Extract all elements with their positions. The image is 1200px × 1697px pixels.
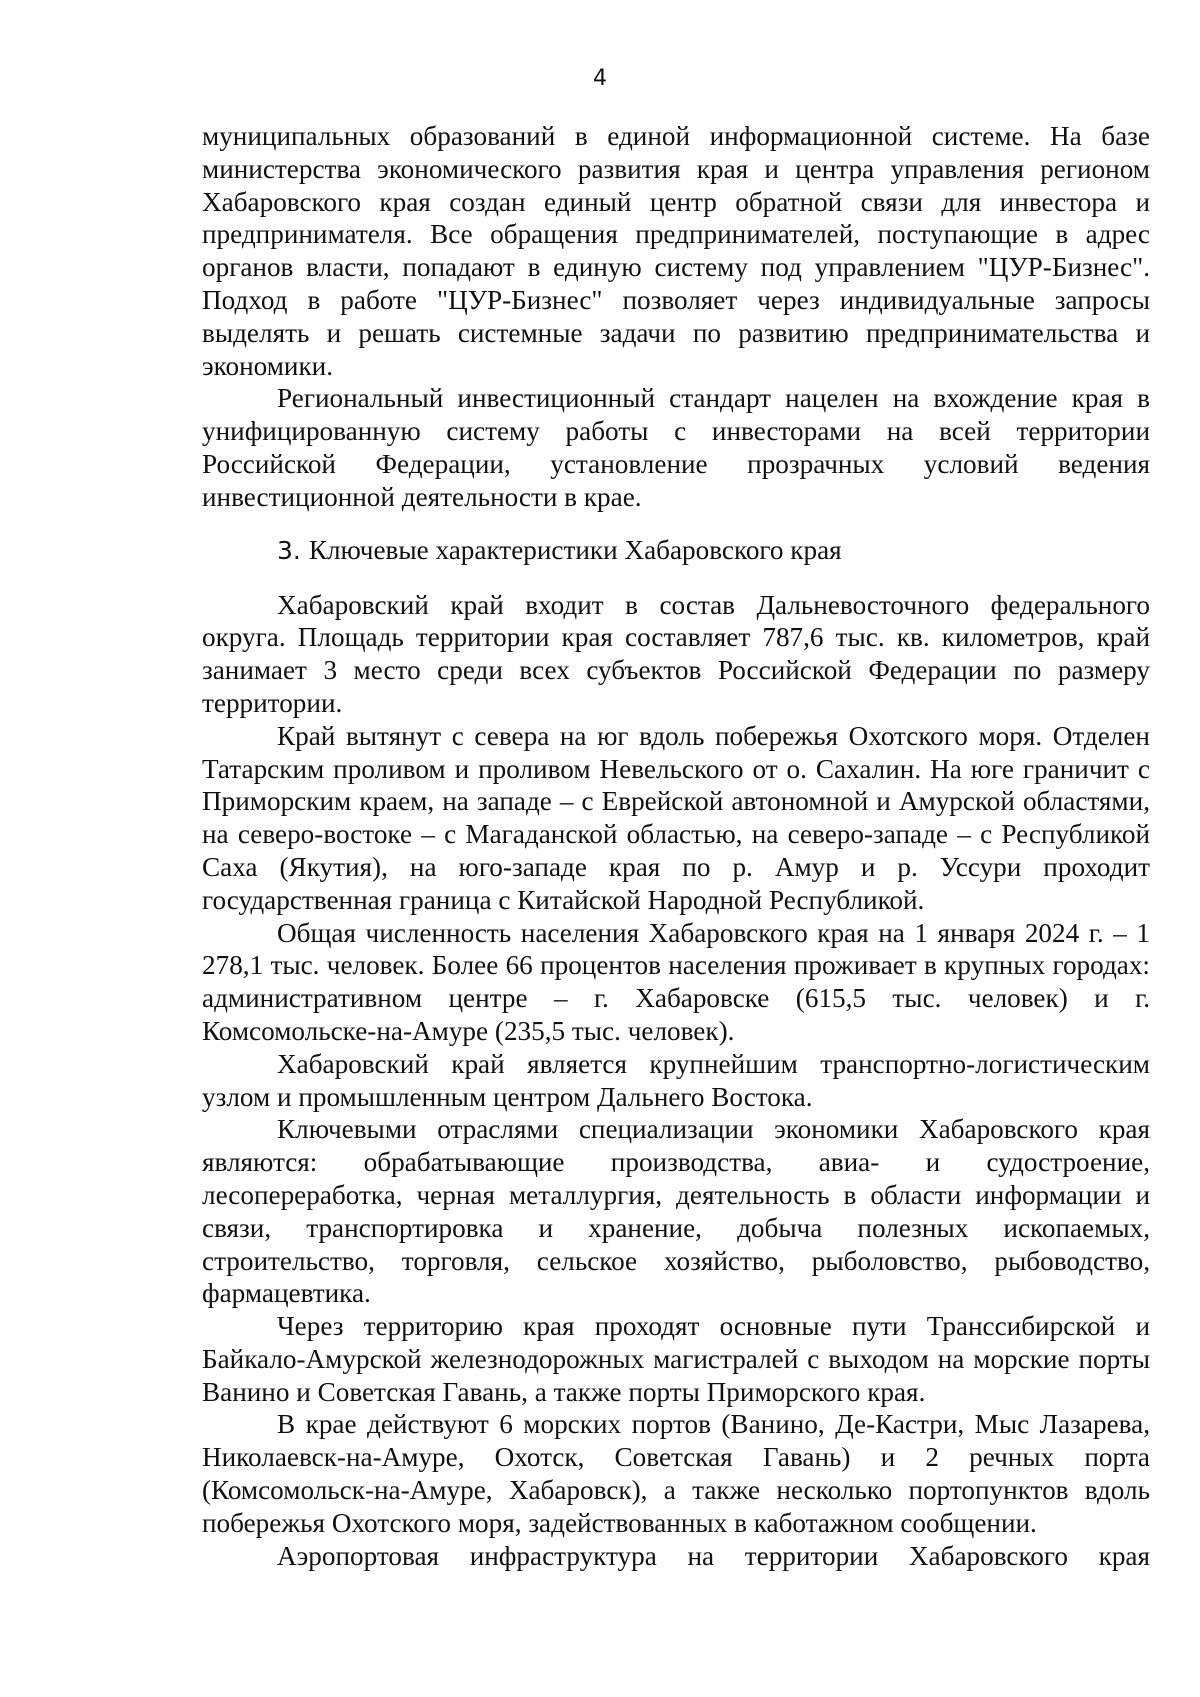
- document-body: [202, 120, 1150, 1572]
- paragraph-logistics-hub: Хабаровский край является крупнейшим транспортно-логистическим узлом и промышленным центром Дальнего Востока.: [202, 1048, 1150, 1112]
- section-heading-number: 3.: [277, 535, 301, 565]
- page-number: 4: [593, 66, 607, 91]
- paragraph-cur-business: муниципальных образований в единой информационной системе. На базе министерства экономического развития края и центра управления регионом Хабаровского края создан единый центр обратной связи для инвестора и предпринимателя. Все обращения предпринимателей, поступающие в адрес органов власти, попадают в единую систему под управлением "ЦУР-Бизнес". Подход в работе "ЦУР-Бизнес" позволяет через индивидуальные запросы выделять и решать системные задачи по развитию предпринимательства и экономики.: [202, 121, 1150, 381]
- paragraph-airports: Аэропортовая инфраструктура на территории Хабаровского края: [277, 1540, 1150, 1571]
- section-heading-text: Ключевые характеристики Хабаровского края: [308, 534, 842, 565]
- paragraph-borders: Край вытянут с севера на юг вдоль побережья Охотского моря. Отделен Татарским проливом и проливом Невельского от о. Сахалин. На юге граничит с Приморским краем, на западе – с Еврейской автономной и Амурской областями, на северо-востоке – с Магаданской областью, на северо-западе – с Республикой Саха (Якутия), на юго-западе края по р. Амур и р. Уссури проходит государственная граница с Китайской Народной Республикой.: [202, 720, 1150, 915]
- paragraph-key-industries: Ключевыми отраслями специализации экономики Хабаровского края являются: обрабатывающие производства, авиа- и судостроение, лесопереработка, черная металлургия, деятельность в области информации и связи, транспортировка и хранение, добыча полезных ископаемых, строительство, торговля, сельское хозяйство, рыболовство, рыбоводство, фармацевтика.: [202, 1114, 1150, 1309]
- paragraph-territory: Хабаровский край входит в состав Дальневосточного федерального округа. Площадь территории края составляет 787,6 тыс. кв. километров, край занимает 3 место среди всех субъектов Российской Федерации по размеру территории.: [202, 589, 1150, 718]
- paragraph-railways: Через территорию края проходят основные пути Транссибирской и Байкало-Амурской железнодорожных магистралей с выходом на морские порты Ванино и Советская Гавань, а также порты Приморского края.: [202, 1311, 1150, 1407]
- paragraph-population: Общая численность населения Хабаровского края на 1 января 2024 г. – 1 278,1 тыс. человек. Более 66 процентов населения проживает в крупных городах: административном центре – г. Хабаровске (615,5 тыс. человек) и г. Комсомольске-на-Амуре (235,5 тыс. человек).: [202, 917, 1150, 1046]
- paragraph-investment-standard: Региональный инвестиционный стандарт нацелен на вхождение края в унифицированную систему работы с инвесторами на всей территории Российской Федерации, установление прозрачных условий ведения инвестиционной деятельности в крае.: [202, 383, 1150, 512]
- paragraph-ports: В крае действуют 6 морских портов (Ванино, Де-Кастри, Мыс Лазарева, Николаевск-на-Амуре, Охотск, Советская Гавань) и 2 речных порта (Комсомольск-на-Амуре, Хабаровск), а также несколько портопунктов вдоль побережья Охотского моря, задействованных в каботажном сообщении.: [202, 1409, 1150, 1538]
- section-heading: [202, 534, 1150, 567]
